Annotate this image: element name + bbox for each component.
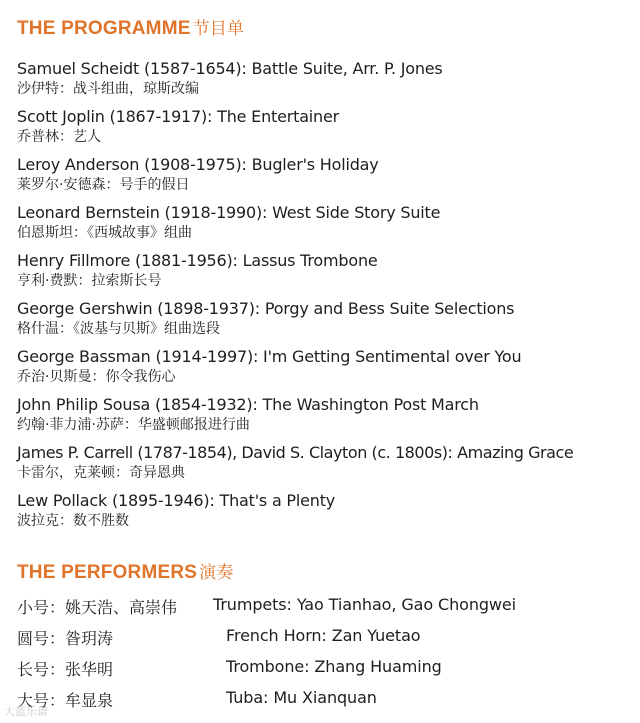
performer-row: [17, 623, 632, 654]
performer-zh: 大号：牟显泉: [17, 691, 114, 710]
performer-en: Trumpets: Yao Tianhao, Gao Chongwei: [213, 595, 516, 614]
performer-en: Tuba: Mu Xianquan: [226, 688, 377, 707]
watermark: 大蓝乐谱: [4, 705, 48, 718]
piece-title-zh: 格什温：《波基与贝斯》组曲选段: [17, 321, 220, 337]
piece-title-zh: 莱罗尔·安德森：号手的假日: [17, 177, 190, 193]
programme-item: [17, 394, 632, 442]
piece-title-en: James P. Carrell (1787-1854), David S. Clayton (c. 1800s): Amazing Grace: [17, 443, 574, 462]
performer-zh: 圆号：昝玥涛: [17, 629, 114, 648]
piece-title-en: George Gershwin (1898-1937): Porgy and Bess Suite Selections: [17, 299, 515, 318]
piece-title-en: John Philip Sousa (1854-1932): The Washington Post March: [17, 395, 479, 414]
programme-item: [17, 250, 632, 298]
programme-heading-zh: 节目单: [192, 19, 245, 39]
performer-zh: 小号：姚天浩、高崇伟: [17, 598, 178, 617]
piece-title-zh: 约翰·菲力浦·苏萨：华盛顿邮报进行曲: [17, 417, 250, 433]
piece-title-zh: 乔治·贝斯曼：你令我伤心: [17, 369, 176, 385]
performers-heading: [17, 558, 234, 584]
programme-item: [17, 490, 632, 538]
performer-row: [17, 654, 632, 685]
piece-title-en: Leonard Bernstein (1918-1990): West Side Story Suite: [17, 203, 441, 222]
piece-title-en: Leroy Anderson (1908-1975): Bugler's Holiday: [17, 155, 379, 174]
programme-heading-en: THE PROGRAMME: [17, 18, 191, 39]
programme-item: [17, 442, 632, 490]
piece-title-en: Samuel Scheidt (1587-1654): Battle Suite, Arr. P. Jones: [17, 59, 443, 78]
programme-list: [17, 58, 632, 538]
programme-item: [17, 202, 632, 250]
piece-title-zh: 沙伊特：战斗组曲，琼斯改编: [17, 81, 199, 97]
programme-heading: [17, 14, 244, 40]
programme-item: [17, 58, 632, 106]
piece-title-zh: 伯恩斯坦：《西城故事》组曲: [17, 225, 192, 241]
performer-en: Trombone: Zhang Huaming: [226, 657, 442, 676]
performers-heading-en: THE PERFORMERS: [17, 562, 198, 583]
programme-item: [17, 298, 632, 346]
piece-title-en: Scott Joplin (1867-1917): The Entertainer: [17, 107, 340, 126]
piece-title-en: Lew Pollack (1895-1946): That's a Plenty: [17, 491, 336, 510]
piece-title-en: Henry Fillmore (1881-1956): Lassus Trombone: [17, 251, 378, 270]
programme-item: [17, 346, 632, 394]
performer-zh: 长号：张华明: [17, 660, 114, 679]
piece-title-zh: 卡雷尔，克莱顿：奇异恩典: [17, 465, 185, 481]
piece-title-zh: 波拉克：数不胜数: [17, 513, 129, 529]
performers-heading-zh: 演奏: [199, 563, 234, 583]
performer-row: [17, 685, 632, 716]
piece-title-en: George Bassman (1914-1997): I'm Getting Sentimental over You: [17, 347, 522, 366]
programme-item: [17, 106, 632, 154]
performer-en: French Horn: Zan Yuetao: [226, 626, 421, 645]
performers-list: [17, 592, 632, 716]
performer-row: [17, 592, 632, 623]
programme-item: [17, 154, 632, 202]
piece-title-zh: 亨利·费默：拉索斯长号: [17, 273, 162, 289]
piece-title-zh: 乔普林：艺人: [17, 129, 101, 145]
